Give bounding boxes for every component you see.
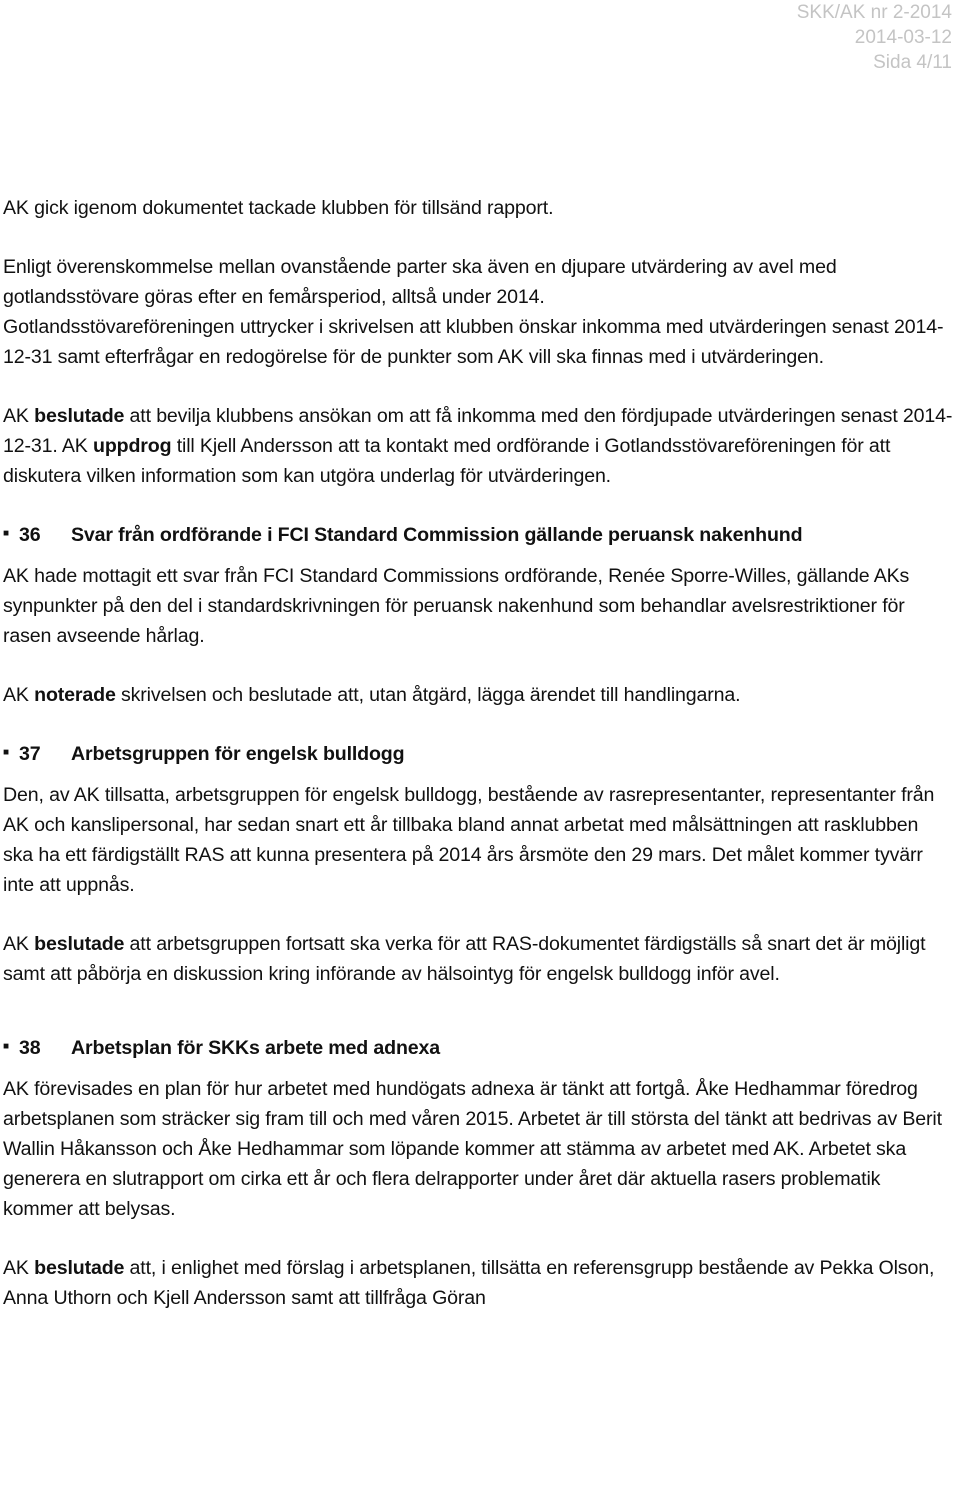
section-title: Arbetsplan för SKKs arbete med adnexa	[71, 1037, 441, 1059]
section-heading-38	[3, 1033, 953, 1063]
section-number: 38	[19, 1037, 41, 1059]
document-body	[3, 193, 953, 1342]
section-number: 36	[19, 524, 41, 546]
page-header	[797, 0, 952, 75]
document-id: SKK/AK nr 2-2014	[796, 2, 952, 23]
page-number: Sida 4/11	[873, 52, 952, 73]
paragraph-bulldog-group: Den, av AK tillsatta, arbetsgruppen för engelsk bulldogg, bestående av rasrepresentanter, representanter från AK och kanslipersonal, har sedan snart ett år tillbaka bland annat arbetat med målsättningen att rasklubben ska ha ett färdigställt RAS att kunna presentera på 2014 års årsmöte den 29 mars. Det målet kommer tyvärr inte att uppnås.	[3, 784, 935, 896]
heading-marker-icon: ■	[3, 747, 9, 758]
decision-keyword: noterade	[34, 684, 116, 706]
paragraph-fci-reply: AK hade mottagit ett svar från FCI Standard Commissions ordförande, Renée Sporre-Willes, gällande AKs synpunkter på den del i standardskrivningen för peruansk nakenhund som behandlar avelsrestriktioner för rasen avseende hårlag.	[3, 565, 910, 647]
decision-keyword: beslutade	[34, 933, 125, 955]
decision-keyword: beslutade	[34, 1257, 125, 1279]
paragraph-club-request: Gotlandsstövareföreningen uttrycker i skrivelsen att klubben önskar inkomma med utvärderingen senast 2014-12-31 samt efterfrågar en redogörelse för de punkter som AK vill ska finnas med i utvärderingen.	[3, 316, 944, 368]
paragraph-agreement: Enligt överenskommelse mellan ovanstående parter ska även en djupare utvärdering av avel med gotlandsstövare göras efter en femårsperiod, alltså under 2014.	[3, 256, 837, 308]
section-title: Svar från ordförande i FCI Standard Commission gällande peruansk nakenhund	[71, 524, 803, 546]
assignment-keyword: uppdrog	[93, 435, 172, 457]
paragraph-decision-38: AK beslutade att, i enlighet med förslag i arbetsplanen, tillsätta en referensgrupp bestående av Pekka Olson, Anna Uthorn och Kjell Andersson samt att tillfråga Göran	[3, 1257, 935, 1309]
section-heading-37	[3, 739, 953, 769]
paragraph-review: AK gick igenom dokumentet tackade klubben för tillsänd rapport.	[3, 197, 554, 219]
paragraph-decision-37: AK beslutade att arbetsgruppen fortsatt ska verka för att RAS-dokumentet färdigställs så snart det är möjligt samt att påbörja en diskussion kring införande av hälsointyg för engelsk bulldogg inför avel.	[3, 933, 926, 985]
heading-marker-icon: ■	[3, 1041, 9, 1052]
section-number: 37	[19, 743, 41, 765]
document-date: 2014-03-12	[854, 27, 952, 48]
section-heading-36	[3, 520, 953, 550]
decision-keyword: beslutade	[34, 405, 125, 427]
paragraph-decision-gotland: AK beslutade att bevilja klubbens ansökan om att få inkomma med den fördjupade utvärderingen senast 2014-12-31. AK uppdrog till Kjell Andersson att ta kontakt med ordförande i Gotlandsstövareföreningen för att diskutera vilken information som kan utgöra underlag för utvärderingen.	[3, 405, 953, 487]
paragraph-adnexa-plan: AK förevisades en plan för hur arbetet med hundögats adnexa är tänkt att fortgå. Åke Hedhammar föredrog arbetsplanen som sträcker sig fram till och med våren 2015. Arbetet är till största del tänkt att bedrivas av Berit Wallin Håkansson och Åke Hedhammar som löpande kommer att stämma av arbetet med AK. Arbetet ska generera en slutrapport om cirka ett år och flera delrapporter under året där aktuella rasers problematik kommer att belysas.	[3, 1078, 942, 1220]
heading-marker-icon: ■	[3, 528, 9, 539]
paragraph-decision-36: AK noterade skrivelsen och beslutade att, utan åtgärd, lägga ärendet till handlingarna.	[3, 684, 741, 706]
section-title: Arbetsgruppen för engelsk bulldogg	[71, 743, 405, 765]
